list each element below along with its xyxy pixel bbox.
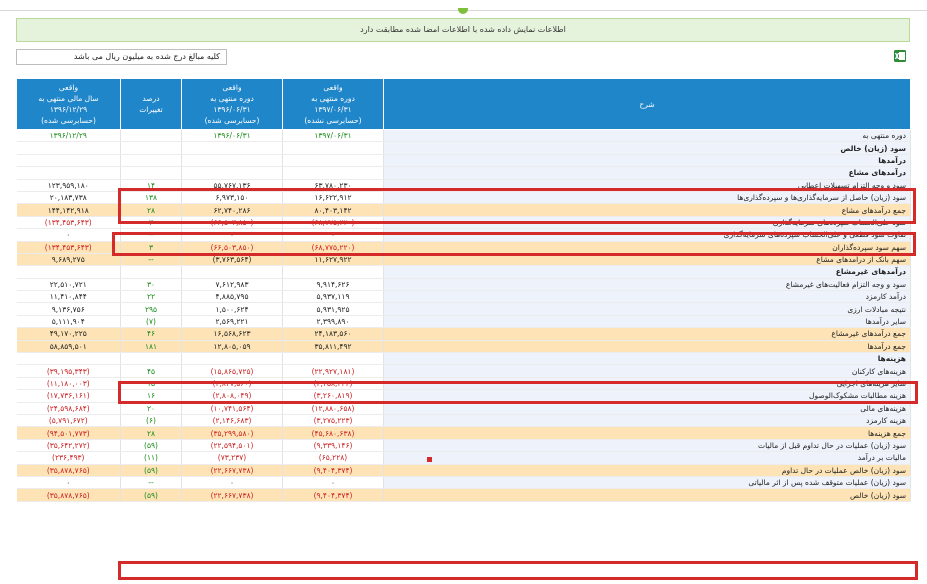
row-label: سهم بانک از درآمدهای مشاع <box>384 253 911 265</box>
cell-c3: ۳ <box>121 216 182 228</box>
cell-c2: (۶۶,۵۰۳,۸۵۰) <box>182 241 283 253</box>
cell-c4: ۱۱,۴۱۰,۸۴۴ <box>17 291 121 303</box>
cell-c3: (۱۱) <box>121 452 182 464</box>
cell-c3 <box>121 266 182 278</box>
cell-c1: ۵,۹۳۱,۹۲۵ <box>283 303 384 315</box>
cell-c4: ۱۴۴,۱۴۲,۹۱۸ <box>17 204 121 216</box>
row-label: هزینه‌های مالی <box>384 402 911 414</box>
cell-c3: ۴۵ <box>121 365 182 377</box>
cell-c2: (۳,۷۶۳,۵۶۴) <box>182 253 283 265</box>
cell-c3: (۵۹) <box>121 439 182 451</box>
table-row <box>17 216 911 228</box>
cell-c3: ۱۶ <box>121 390 182 402</box>
cell-c4: ۵,۱۱۱,۹۰۴ <box>17 315 121 327</box>
row-label: سود (زیان) خالص عملیات در حال تداوم <box>384 464 911 476</box>
row-label: جمع درآمدهای غیرمشاع <box>384 328 911 340</box>
cell-c4: (۳۹,۱۹۵,۳۴۳) <box>17 365 121 377</box>
cell-c1: ۱۳۹۷/۰۶/۳۱ <box>283 130 384 142</box>
cell-c3: (۷) <box>121 315 182 327</box>
cell-c3: -- <box>121 229 182 241</box>
cell-c4 <box>17 142 121 154</box>
row-label: سود و وجه التزام تسهیلات اعطایی <box>384 179 911 191</box>
cell-c4: ۲۲,۵۱۰,۷۲۱ <box>17 278 121 290</box>
cell-c2 <box>182 154 283 166</box>
row-label: درآمدهای مشاع <box>384 167 911 179</box>
cell-c4 <box>17 266 121 278</box>
cell-c3: ۳ <box>121 241 182 253</box>
cell-c3: ۲۸ <box>121 204 182 216</box>
table-row <box>17 130 911 142</box>
cell-c2: (۶۶,۵۰۳,۸۵۰) <box>182 216 283 228</box>
cell-c2: (۱۵,۸۶۵,۷۲۵) <box>182 365 283 377</box>
cell-c2: ۶,۹۷۳,۱۵۰ <box>182 191 283 203</box>
cell-c3: ۲۹۵ <box>121 303 182 315</box>
cell-c3: ۳۰ <box>121 278 182 290</box>
cell-c4: (۲۳۶,۴۹۳) <box>17 452 121 464</box>
cell-c2: (۲,۱۴۶,۶۸۳) <box>182 414 283 426</box>
table-header-row <box>17 79 911 130</box>
cell-c4 <box>17 167 121 179</box>
cell-c3: ۲۲ <box>121 291 182 303</box>
cell-c4: (۳۵,۸۷۸,۷۶۵) <box>17 464 121 476</box>
table-row <box>17 427 911 439</box>
cell-c1: ۶۳,۷۸۰,۲۳۰ <box>283 179 384 191</box>
cell-c3: ۲۰ <box>121 402 182 414</box>
cell-c2: ۷,۶۱۲,۹۸۳ <box>182 278 283 290</box>
cell-c3 <box>121 353 182 365</box>
table-row <box>17 476 911 488</box>
cell-c2: ۲,۵۶۹,۲۲۱ <box>182 315 283 327</box>
cell-c1: (۶۸,۷۷۵,۲۲۰) <box>283 241 384 253</box>
cell-c4: ۱۳۹۶/۱۲/۲۹ <box>17 130 121 142</box>
table-row <box>17 328 911 340</box>
cell-c4: (۱۳۴,۴۵۳,۶۴۳) <box>17 241 121 253</box>
income-statement-table <box>16 78 911 502</box>
cell-c3: ۱۳۸ <box>121 191 182 203</box>
cell-c1 <box>283 154 384 166</box>
row-label: مالیات بر درآمد <box>384 452 911 464</box>
row-label: هزینه‌های کارکنان <box>384 365 911 377</box>
cell-c1: ۱۱,۶۲۷,۹۲۲ <box>283 253 384 265</box>
table-row <box>17 315 911 327</box>
table-row <box>17 167 911 179</box>
cell-c4: ۱۲۳,۹۵۹,۱۸۰ <box>17 179 121 191</box>
table-row <box>17 414 911 426</box>
table-row <box>17 241 911 253</box>
cell-c3: ۴۶ <box>121 328 182 340</box>
cell-c3: -- <box>121 253 182 265</box>
table-row <box>17 402 911 414</box>
row-label: سهم سود سپرده‌گذاران <box>384 241 911 253</box>
cell-c4: ۲۰,۱۸۳,۷۳۸ <box>17 191 121 203</box>
cell-c2: ۱,۵۰۰,۶۲۴ <box>182 303 283 315</box>
cell-c4 <box>17 154 121 166</box>
table-row <box>17 439 911 451</box>
cell-c4: (۵,۷۹۱,۶۷۲) <box>17 414 121 426</box>
header-col4: واقعی سال مالی منتهی به ۱۳۹۶/۱۲/۲۹ (حسابرسی شده) <box>17 79 121 130</box>
cell-c2: (۷۳,۲۳۷) <box>182 452 283 464</box>
table-row <box>17 179 911 191</box>
table-row <box>17 377 911 389</box>
row-label: سود (زیان) عملیات متوقف شده پس از اثر مالیاتی <box>384 476 911 488</box>
cell-c3: ۱۴ <box>121 179 182 191</box>
row-label: درآمدها <box>384 154 911 166</box>
cell-c4: ۵۸,۸۵۹,۵۰۱ <box>17 340 121 352</box>
table-row <box>17 303 911 315</box>
cell-c2: ۴,۸۸۵,۷۹۵ <box>182 291 283 303</box>
row-label: درآمدهای غیرمشاع <box>384 266 911 278</box>
cell-c1: (۳,۲۶۰,۸۱۹) <box>283 390 384 402</box>
cell-c4: ۹,۱۳۶,۷۵۶ <box>17 303 121 315</box>
cell-c2 <box>182 353 283 365</box>
row-label: دوره منتهی به <box>384 130 911 142</box>
cell-c1: ۱۶,۶۲۲,۹۱۲ <box>283 191 384 203</box>
table-row <box>17 253 911 265</box>
cell-c2: ۱۳۹۶/۰۶/۳۱ <box>182 130 283 142</box>
cell-c4: ۰ <box>17 229 121 241</box>
cell-c1 <box>283 167 384 179</box>
row-label: سود و وجه التزام فعالیت‌های غیرمشاع <box>384 278 911 290</box>
cell-c4: (۱۳۴,۴۵۳,۶۴۳) <box>17 216 121 228</box>
cell-c1: ۰ <box>283 229 384 241</box>
cell-c2: ۶۲,۷۴۰,۲۸۶ <box>182 204 283 216</box>
cell-c1: (۶۸,۷۷۵,۲۲۰) <box>283 216 384 228</box>
table-row <box>17 489 911 501</box>
cell-c1: (۳,۲۵۸,۲۴۴) <box>283 377 384 389</box>
cell-c2: (۲,۸۰۸,۰۴۹) <box>182 390 283 402</box>
cell-c3 <box>121 130 182 142</box>
header-desc: شرح <box>384 79 911 130</box>
row-label: هزینه‌ها <box>384 353 911 365</box>
cell-c2: (۱۰,۷۴۱,۵۶۴) <box>182 402 283 414</box>
row-label: جمع درآمدهای مشاع <box>384 204 911 216</box>
cell-c4: (۹۴,۵۰۱,۷۷۳) <box>17 427 121 439</box>
table-row <box>17 353 911 365</box>
cell-c1: (۹,۴۰۴,۳۷۴) <box>283 464 384 476</box>
header-col1: واقعی دوره منتهی به ۱۳۹۷/۰۶/۳۱ (حسابرسی نشده) <box>283 79 384 130</box>
cell-c4: (۱۷,۷۳۶,۱۶۱) <box>17 390 121 402</box>
cell-c3: ۱۵ <box>121 377 182 389</box>
excel-export-icon[interactable] <box>893 49 907 63</box>
table-row <box>17 142 911 154</box>
cell-c1 <box>283 353 384 365</box>
cell-c2: (۳۵,۲۹۹,۵۸۰) <box>182 427 283 439</box>
cell-c1: (۳,۲۷۵,۲۲۳) <box>283 414 384 426</box>
cell-c4: ۹,۶۸۹,۲۷۵ <box>17 253 121 265</box>
annotation-dot <box>427 457 432 462</box>
unit-note: کلیه مبالغ درج شده به میلیون ریال می باشد <box>16 49 227 65</box>
row-label: درآمد کارمزد <box>384 291 911 303</box>
table-row <box>17 365 911 377</box>
cell-c1: ۳۵,۸۱۱,۴۹۲ <box>283 340 384 352</box>
cell-c1: (۲۲,۹۲۷,۱۸۱) <box>283 365 384 377</box>
table-row <box>17 278 911 290</box>
cell-c1: ۵,۹۳۷,۱۱۹ <box>283 291 384 303</box>
header-col3: درصد تغییرات <box>121 79 182 130</box>
cell-c3 <box>121 142 182 154</box>
row-label: سایر هزینه‌های اجرایی <box>384 377 911 389</box>
logo-icon <box>458 8 468 14</box>
cell-c4: (۲۴,۵۹۸,۶۸۴) <box>17 402 121 414</box>
cell-c2: ۰ <box>182 229 283 241</box>
table-row <box>17 229 911 241</box>
cell-c2 <box>182 167 283 179</box>
cell-c2: ۱۶,۵۶۸,۶۲۳ <box>182 328 283 340</box>
cell-c4: (۱۱,۱۸۰,۰۰۳) <box>17 377 121 389</box>
cell-c1: ۲۴,۱۸۳,۵۶۰ <box>283 328 384 340</box>
cell-c3: -- <box>121 476 182 488</box>
row-label: جمع هزینه‌ها <box>384 427 911 439</box>
cell-c3 <box>121 154 182 166</box>
cell-c1: (۱۲,۸۸۰,۶۵۸) <box>283 402 384 414</box>
cell-c4: ۰ <box>17 476 121 488</box>
table-row <box>17 291 911 303</box>
table-row <box>17 340 911 352</box>
table-row <box>17 464 911 476</box>
cell-c2: ۵۵,۷۶۷,۱۳۶ <box>182 179 283 191</box>
table-row <box>17 452 911 464</box>
row-label: سایر درآمدها <box>384 315 911 327</box>
cell-c3 <box>121 167 182 179</box>
row-label: سود (زیان) خالص <box>384 142 911 154</box>
annotation-box-4 <box>118 561 918 580</box>
cell-c1: (۴۵,۶۸۰,۶۳۸) <box>283 427 384 439</box>
row-label: هزینه مطالبات مشکوک‌الوصول <box>384 390 911 402</box>
cell-c4: (۳۵,۸۷۸,۷۶۵) <box>17 489 121 501</box>
cell-c3: (۵۹) <box>121 489 182 501</box>
cell-c3: ۱۸۱ <box>121 340 182 352</box>
cell-c2: (۲۲,۵۹۴,۵۰۱) <box>182 439 283 451</box>
signature-match-banner: اطلاعات نمایش داده شده با اطلاعات امضا شده مطابقت دارد <box>16 18 910 42</box>
row-label: تفاوت سود قطعی و علی‌الحساب سپرده‌های سرمایه‌گذاری <box>384 229 911 241</box>
cell-c1: ۲,۳۹۹,۸۹۰ <box>283 315 384 327</box>
row-label: سود علی‌الحساب سپرده‌های سرمایه‌گذاری <box>384 216 911 228</box>
table-row <box>17 204 911 216</box>
cell-c2: (۲,۸۳۷,۵۶۰) <box>182 377 283 389</box>
row-label: جمع درآمدها <box>384 340 911 352</box>
table-row <box>17 154 911 166</box>
row-label: سود (زیان) عملیات در حال تداوم قبل از مالیات <box>384 439 911 451</box>
cell-c2: (۲۲,۶۶۷,۷۳۸) <box>182 489 283 501</box>
cell-c4: ۴۹,۱۷۰,۲۲۵ <box>17 328 121 340</box>
cell-c2: (۲۲,۶۶۷,۷۳۸) <box>182 464 283 476</box>
cell-c4 <box>17 353 121 365</box>
row-label: سود (زیان) خالص <box>384 489 911 501</box>
cell-c1: ۸۰,۴۰۳,۱۴۲ <box>283 204 384 216</box>
cell-c1: ۹,۹۱۴,۶۲۶ <box>283 278 384 290</box>
table-row <box>17 191 911 203</box>
row-label: سود (زیان) حاصل از سرمایه‌گذاری‌ها و سپرده‌گذاری‌ها <box>384 191 911 203</box>
cell-c1 <box>283 266 384 278</box>
header-col2: واقعی دوره منتهی به ۱۳۹۶/۰۶/۳۱ (حسابرسی شده) <box>182 79 283 130</box>
row-label: نتیجه مبادلات ارزی <box>384 303 911 315</box>
cell-c1: (۹,۴۰۴,۳۷۴) <box>283 489 384 501</box>
cell-c2 <box>182 142 283 154</box>
cell-c3: (۶) <box>121 414 182 426</box>
table-row <box>17 266 911 278</box>
cell-c1: ۰ <box>283 476 384 488</box>
row-label: هزینه کارمزد <box>384 414 911 426</box>
cell-c3: (۵۹) <box>121 464 182 476</box>
cell-c2: ۰ <box>182 476 283 488</box>
table-row <box>17 390 911 402</box>
cell-c1: (۶۵,۲۲۸) <box>283 452 384 464</box>
cell-c1 <box>283 142 384 154</box>
cell-c2 <box>182 266 283 278</box>
cell-c3: ۲۸ <box>121 427 182 439</box>
cell-c2: ۱۲,۸۰۵,۰۵۹ <box>182 340 283 352</box>
cell-c1: (۹,۳۳۹,۱۴۶) <box>283 439 384 451</box>
cell-c4: (۳۵,۶۴۲,۲۷۲) <box>17 439 121 451</box>
